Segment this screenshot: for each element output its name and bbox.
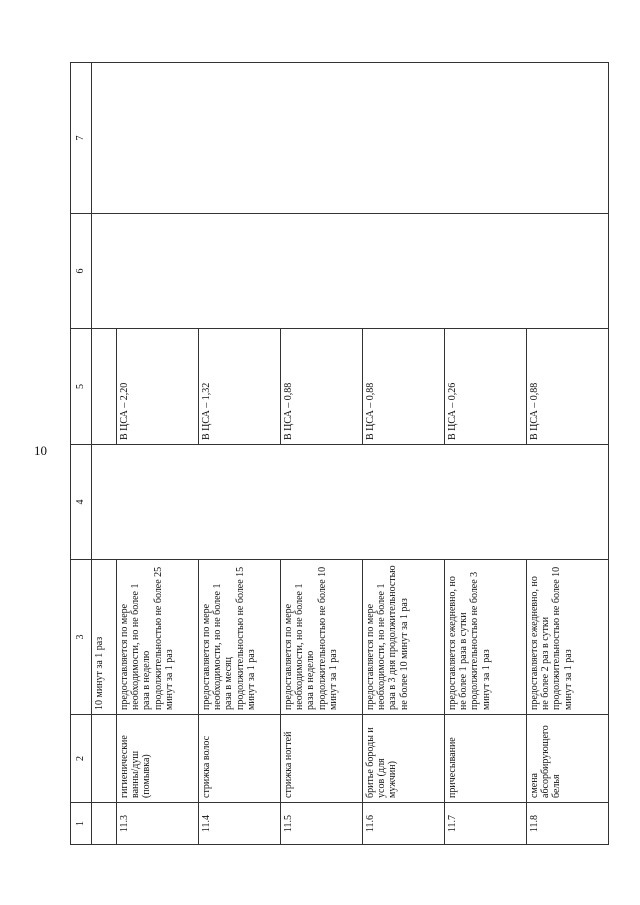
- cell-condition: предоставляется по мере необходимости, но не более 1 раза в месяц продолжительностью не более 15 минут за 1 раз: [199, 560, 281, 715]
- cell-name: стрижка волос: [199, 715, 281, 803]
- cell-price: В ЦСА – 0,88: [527, 329, 609, 445]
- cell-price: В ЦСА – 0,88: [363, 329, 445, 445]
- cell-num: 11.4: [199, 803, 281, 845]
- cell-empty: [92, 445, 609, 560]
- header-cell: 3: [71, 560, 92, 715]
- cell-condition: 10 минут за 1 раз: [92, 560, 117, 715]
- cell-condition: предоставляется ежедневно, но не более 1 раза в сутки продолжительностью не более 3 минут за 1 раз: [445, 560, 527, 715]
- cell-condition: предоставляется по мере необходимости, но не более 1 раза в неделю продолжительностью не более 10 минут за 1 раз: [281, 560, 363, 715]
- cell-condition: предоставляется ежедневно, но не более 2 раз в сутки продолжительностью не более 10 минут за 1 раз: [527, 560, 609, 715]
- continuation-row: [92, 63, 117, 845]
- header-cell: 1: [71, 803, 92, 845]
- cell-num: [92, 803, 117, 845]
- cell-condition: предоставляется по мере необходимости, но не более 1 раза в 3 дня продолжительностью не более 10 минут за 1 раз: [363, 560, 445, 715]
- cell-name: [92, 715, 117, 803]
- header-cell: 4: [71, 445, 92, 560]
- page-number: 10: [34, 443, 47, 458]
- cell-empty: [92, 329, 117, 445]
- cell-empty: [92, 63, 609, 214]
- cell-name: стрижка ногтей: [281, 715, 363, 803]
- cell-name: гигиенические ванны/душ (помывка): [117, 715, 199, 803]
- cell-num: 11.6: [363, 803, 445, 845]
- cell-condition: предоставляется по мере необходимости, но не более 1 раза в неделю продолжительностью не более 25 минут за 1 раз: [117, 560, 199, 715]
- cell-num: 11.7: [445, 803, 527, 845]
- header-cell: 5: [71, 329, 92, 445]
- cell-price: В ЦСА – 2,20: [117, 329, 199, 445]
- cell-name: причесывание: [445, 715, 527, 803]
- header-cell: 2: [71, 715, 92, 803]
- cell-num: 11.8: [527, 803, 609, 845]
- cell-num: 11.3: [117, 803, 199, 845]
- cell-empty: [92, 214, 609, 329]
- header-row: [71, 63, 92, 845]
- header-cell: 6: [71, 214, 92, 329]
- cell-name: бритье бороды и усов (для мужчин): [363, 715, 445, 803]
- cell-price: В ЦСА – 1,32: [199, 329, 281, 445]
- rotated-table-wrapper: [70, 63, 574, 845]
- cell-num: 11.5: [281, 803, 363, 845]
- cell-name: смена абсорбирующего белья: [527, 715, 609, 803]
- cell-price: В ЦСА – 0,88: [281, 329, 363, 445]
- cell-price: В ЦСА – 0,26: [445, 329, 527, 445]
- header-cell: 7: [71, 63, 92, 214]
- services-table: [70, 62, 609, 845]
